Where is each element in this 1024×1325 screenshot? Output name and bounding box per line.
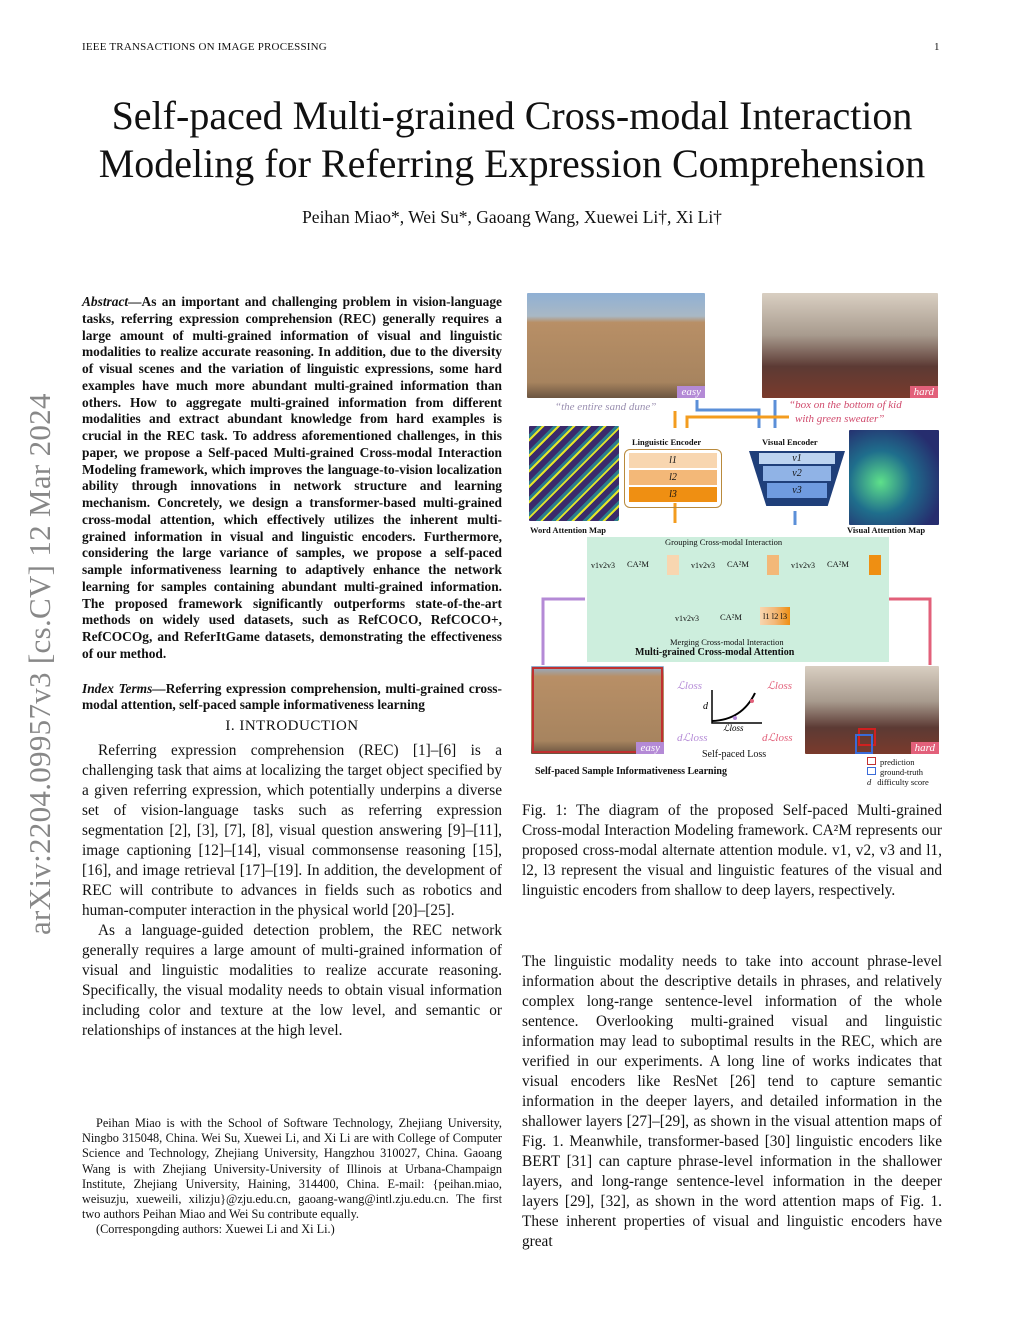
l1-layer: l1 [629, 453, 717, 468]
intro-paragraph: As a language-guided detection problem, the REC network generally requires a large amount of multi-grained information of visual and linguistic modalities to realize accurate reasoning. Specifically, the visual modality needs to obtain visual information including color and texture at the low level, and semantic or relationships of instances at the high level. [82, 922, 502, 1039]
spsil-title: Self-paced Sample Informativeness Learning [535, 766, 727, 777]
paper-title: Self-paced Multi-grained Cross-modal Interaction Modeling for Referring Expression Comprehension [98, 93, 926, 186]
easy-tag-bottom: easy [636, 742, 664, 754]
dloss-hard: dℒloss [762, 732, 793, 744]
loss-axis-label: ℒloss [723, 723, 744, 733]
author-list: Peihan Miao*, Wei Su*, Gaoang Wang, Xuewei Li†, Xi Li† [302, 207, 722, 227]
query-hard-line2: with green sweater” [795, 413, 885, 425]
loss-hard: ℒloss [767, 680, 793, 692]
multi-grained-cross-modal-attention-block [587, 537, 889, 662]
right-column [522, 952, 942, 1252]
loss-easy: ℒloss [677, 680, 703, 692]
figure-caption: Fig. 1: The diagram of the proposed Self-paced Multi-grained Cross-modal Interaction Modeling framework. CA²M represents our proposed cross-modal alternate attention module. v1, v2, v3 and l1, l2, l3 represent the visual and linguistic features of the visual and linguistic encoders from shallow to deep layers, respectively. [522, 802, 942, 899]
corresponding-note: (Correspongding authors: Xuewei Li and Xi Li.) [96, 1222, 335, 1237]
ca2m-merge: CA²M [720, 612, 742, 622]
query-hard-line1: “box on the bottom of kid [789, 399, 902, 411]
linguistic-encoder [624, 449, 722, 508]
l3-block [869, 555, 881, 575]
footnote [82, 1116, 502, 1238]
v3-layer: v3 [767, 483, 827, 498]
ca2m-3: CA²M [827, 559, 849, 569]
index-terms-label: Index Terms— [82, 680, 166, 696]
left-column [82, 294, 502, 1041]
l2-layer: l2 [629, 470, 717, 485]
visual-attention-map [849, 430, 939, 525]
legend-ground-truth: ground-truth [867, 767, 923, 777]
self-paced-loss-label: Self-paced Loss [702, 749, 767, 760]
abstract-text: As an important and challenging problem in vision-language tasks, referring expression comprehension (REC) generally requires a large amount of multi-grained information of visual and linguistic modalities to realize accurate reasoning. In addition, due to the diversity of visual scenes and the variation of linguistic expressions, some hard examples have much more abundant multi-grained information than others. How to aggregate multi-grained information from different modalities and extract abundant knowledge from hard examples is crucial in the REC task. To address aforementioned challenges, in this paper, we propose a Self-paced Multi-grained Cross-modal Interaction Modeling framework, which improves the language-to-vision localization ability through innovations in network structure and learning mechanism. Concretely, we design a transformer-based multi-grained cross-modal attention, which effectively utilizes the inherent multi-grained information in visual and linguistic encoders. Furthermore, considering the large variance of samples, we propose a self-paced sample informativeness learning to adaptively enhance the network learning for samples containing abundant multi-grained information. The proposed framework significantly outperforms state-of-the-art methods on widely used datasets, such as RefCOCO, RefCOCO+, RefCOCOg, and ReferItGame datasets, demonstrating the effectiveness of our method. [82, 294, 502, 661]
v-stack-merge: v1v2v3 [675, 614, 699, 623]
affiliation-note: Peihan Miao is with the School of Software Technology, Zhejiang University, Ningbo 315048, China. Wei Su, Xuewei Li, and Xi Li are with College of Computer Science and Technology, Zhejiang University, Hangzhou 310027, China. Gaoang Wang is with Zhejiang University-University of Illinois at Urbana-Champaign Institute, Zhejiang University, Haining, 314400, China. E-mail: {peihan.miao, weisuzju, xueweili, xilizju}@zju.edu.cn, gaoang-wang@intl.zju.edu.cn. The first two authors Peihan Miao and Wei Su contribute equally. [82, 1116, 502, 1222]
visual-attention-label: Visual Attention Map [847, 525, 926, 535]
running-header: IEEE TRANSACTIONS ON IMAGE PROCESSING [82, 41, 327, 53]
dloss-easy: dℒloss [677, 732, 708, 744]
page-number: 1 [934, 41, 940, 53]
l-stack-merge: l1 l2 l3 [760, 607, 790, 625]
mca-title: Multi-grained Cross-modal Attention [635, 647, 795, 658]
index-terms [82, 681, 502, 715]
word-attention-label: Word Attention Map [530, 525, 607, 535]
section-heading: I. INTRODUCTION [225, 718, 359, 734]
easy-tag: easy [677, 386, 705, 398]
ground-truth-box [855, 734, 873, 754]
v-stack-2: v1v2v3 [691, 561, 715, 570]
v2-layer: v2 [763, 466, 831, 481]
abstract-label: Abstract— [82, 294, 142, 309]
l1-block [667, 555, 679, 575]
index-terms-text: Referring expression comprehension, multi-grained cross-modal attention, self-paced sample informativeness learning [82, 680, 502, 713]
l3-layer: l3 [629, 487, 717, 502]
legend-difficulty: d difficulty score [867, 777, 929, 787]
body-paragraph: The linguistic modality needs to take into account phrase-level information about the descriptive details in phrases, and relatively complex long-range sentence-level information of the whole sentence. Overlooking multi-grained visual and linguistic information may lead to suboptimal results in the REC, which are verified in our experiments. A long line of works indicates that visual encoders like ResNet [26] tend to capture semantic information in the deeper layers, and detailed information in the shallower layers [27]–[29], as shown in the visual attention maps of Fig. 1. Meanwhile, transformer-based [30] linguistic encoders like BERT [31] can capture phrase-level information in the shallower layers, and long-range sentence-level information in the deeper layers [29], [32], as shown in the word attention maps of Fig. 1. These inherent properties of visual and linguistic encoders have great [522, 953, 942, 1250]
ca2m-2: CA²M [727, 559, 749, 569]
grouping-label: Grouping Cross-modal Interaction [665, 537, 783, 547]
ca2m-1: CA²M [627, 559, 649, 569]
arxiv-stamp[interactable]: arXiv:2204.09957v3 [cs.CV] 12 Mar 2024 [22, 393, 57, 935]
legend-prediction: prediction [867, 757, 914, 767]
figure-1 [527, 293, 942, 790]
query-easy: “the entire sand dune” [555, 401, 657, 413]
intro-paragraph: Referring expression comprehension (REC) [1]–[6] is a challenging task that aims at localizing the target object specified by a given referring expression, which potentially underpins a diverse set of vision-language tasks such as referring expression segmentation [2], [3], [7], [8], visual question answering [9]–[11], image captioning [12]–[14], visual commonsense reasoning [15], [16], and image retrieval [17]–[19]. In addition, the development of REC will contribute to advances in fields such as robotics and human-computer interaction in the physical world [20]–[25]. [82, 742, 502, 919]
hard-tag: hard [910, 386, 938, 398]
v1-layer: v1 [759, 453, 835, 464]
d-axis-label: d [703, 701, 708, 712]
v-stack-3: v1v2v3 [791, 561, 815, 570]
abstract [82, 294, 502, 663]
hard-tag-bottom: hard [911, 742, 939, 754]
l2-block [767, 555, 779, 575]
hard-result-image [805, 666, 939, 754]
merging-label: Merging Cross-modal Interaction [670, 637, 784, 647]
easy-result-image [531, 666, 664, 754]
visual-encoder-label: Visual Encoder [762, 437, 818, 447]
v-stack-1: v1v2v3 [591, 561, 615, 570]
word-attention-map [529, 426, 619, 521]
linguistic-encoder-label: Linguistic Encoder [632, 437, 702, 447]
